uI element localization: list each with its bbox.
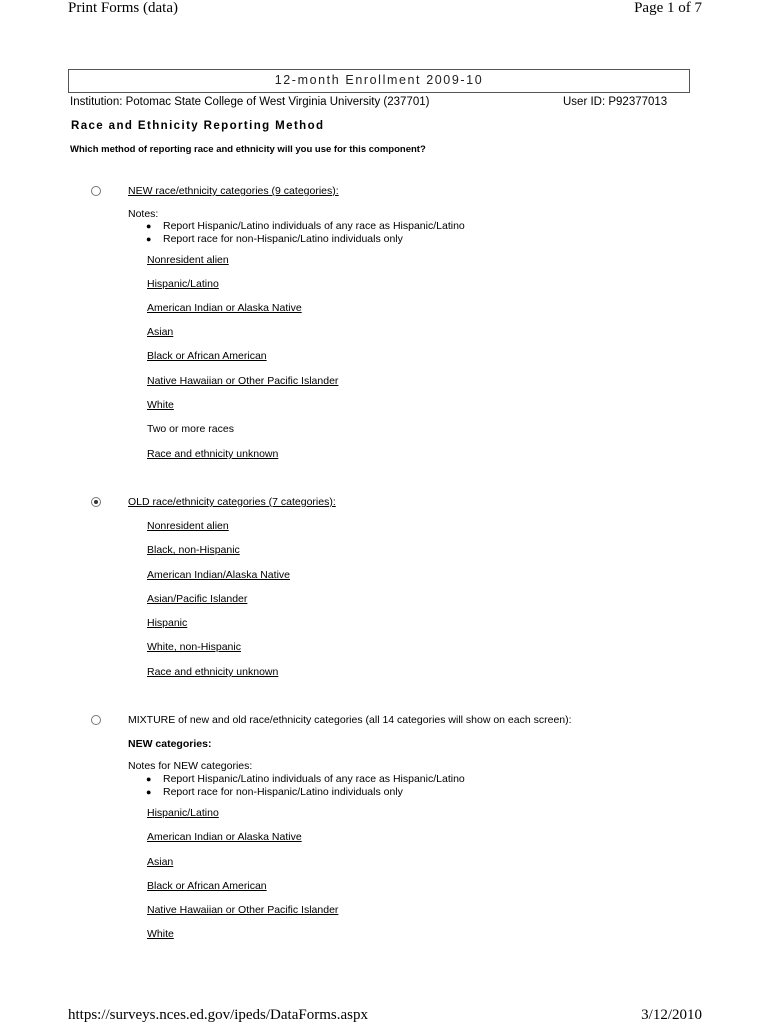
section-title: Race and Ethnicity Reporting Method [71,120,325,132]
notes-label: Notes: [128,208,159,220]
question-text: Which method of reporting race and ethnicity will you use for this component? [70,144,426,155]
footer-date: 3/12/2010 [641,1007,702,1023]
category-link[interactable]: Hispanic/Latino [147,278,219,290]
category-link[interactable]: Asian [147,856,174,868]
category-link[interactable]: Nonresident alien [147,254,229,266]
radio-new-categories[interactable] [91,186,101,196]
option-new-label[interactable]: NEW race/ethnicity categories (9 categories): [128,185,339,197]
note-item: Report Hispanic/Latino individuals of any race as Hispanic/Latino [163,220,465,232]
category-link[interactable]: White, non-Hispanic [147,641,241,653]
user-id: User ID: P92377013 [563,96,668,108]
bullet-icon: ● [146,774,152,784]
category-link[interactable]: Black, non-Hispanic [147,544,240,556]
note-item: Report race for non-Hispanic/Latino individuals only [163,233,403,245]
footer-url: https://surveys.nces.ed.gov/ipeds/DataForms.aspx [68,1007,368,1023]
new-categories-heading: NEW categories: [128,738,212,750]
category-link[interactable]: American Indian or Alaska Native [147,302,302,314]
category-link[interactable]: Black or African American [147,880,267,892]
category-link[interactable]: Race and ethnicity unknown [147,448,279,460]
bullet-icon: ● [146,234,152,244]
option-mixture-label[interactable]: MIXTURE of new and old race/ethnicity categories (all 14 categories will show on each screen): [128,714,572,726]
category-link[interactable]: White [147,928,174,940]
note-item: Report race for non-Hispanic/Latino individuals only [163,786,403,798]
category-text: Two or more races [147,423,234,435]
notes-label: Notes for NEW categories: [128,760,253,772]
category-link[interactable]: Native Hawaiian or Other Pacific Islander [147,904,339,916]
bullet-icon: ● [146,787,152,797]
option-old-label[interactable]: OLD race/ethnicity categories (7 categories): [128,496,336,508]
category-link[interactable]: Asian/Pacific Islander [147,593,248,605]
category-link[interactable]: White [147,399,174,411]
radio-old-categories[interactable] [91,497,101,507]
bullet-icon: ● [146,221,152,231]
category-link[interactable]: Hispanic/Latino [147,807,219,819]
page-header-title: Print Forms (data) [68,0,178,16]
category-link[interactable]: American Indian or Alaska Native [147,831,302,843]
form-title-box [68,69,690,93]
note-item: Report Hispanic/Latino individuals of any race as Hispanic/Latino [163,773,465,785]
category-link[interactable]: Hispanic [147,617,188,629]
category-link[interactable]: American Indian/Alaska Native [147,569,290,581]
category-link[interactable]: Native Hawaiian or Other Pacific Islander [147,375,339,387]
category-link[interactable]: Black or African American [147,350,267,362]
category-link[interactable]: Asian [147,326,174,338]
category-link[interactable]: Nonresident alien [147,520,229,532]
radio-mixture-categories[interactable] [91,715,101,725]
form-title: 12-month Enrollment 2009-10 [274,73,484,87]
category-link[interactable]: Race and ethnicity unknown [147,666,279,678]
page-number: Page 1 of 7 [634,0,702,16]
institution-label: Institution: Potomac State College of West Virginia University (237701) [70,96,430,108]
